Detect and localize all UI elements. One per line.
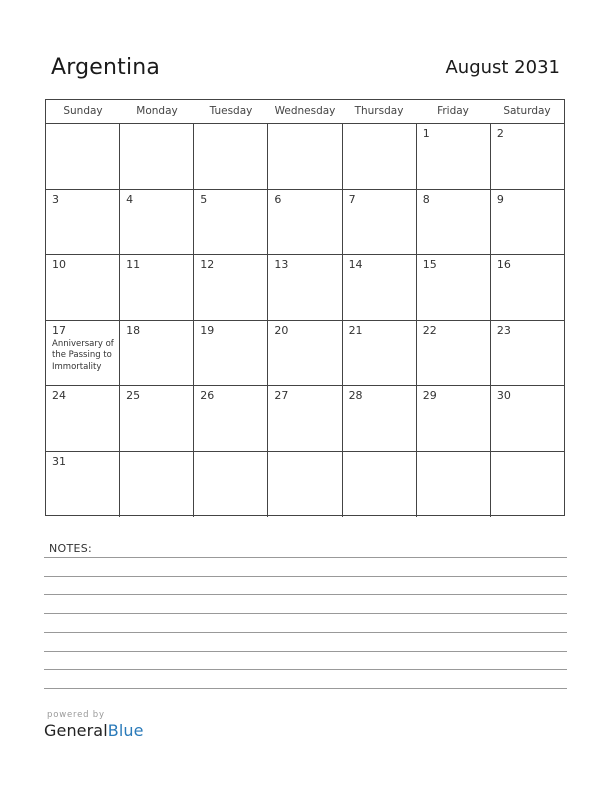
month-year-title: August 2031 — [445, 57, 560, 78]
day-cell — [194, 452, 268, 518]
day-number: 9 — [496, 192, 504, 206]
day-number: 21 — [348, 323, 363, 337]
day-number: 24 — [52, 389, 66, 402]
day-cell — [120, 386, 194, 451]
day-cell — [417, 124, 491, 189]
day-cell — [120, 124, 194, 189]
day-cell — [46, 255, 120, 320]
day-number: 11 — [126, 258, 141, 271]
day-cell — [46, 124, 120, 189]
day-cell — [120, 321, 194, 386]
day-number: 19 — [200, 323, 215, 337]
powered-by-text: powered by — [47, 710, 105, 720]
day-cell — [194, 255, 268, 320]
day-cell — [417, 452, 491, 518]
day-cell — [194, 190, 268, 255]
day-cell — [343, 255, 417, 320]
day-cell — [268, 386, 342, 451]
day-cell — [194, 386, 268, 451]
week-row — [46, 255, 564, 321]
day-cell — [268, 255, 342, 320]
day-number: 20 — [274, 323, 289, 337]
day-cell — [343, 321, 417, 386]
dow-monday: Monday — [136, 105, 178, 117]
calendar-grid — [45, 99, 565, 516]
week-row — [46, 321, 564, 387]
day-cell — [268, 190, 342, 255]
day-cell — [343, 386, 417, 451]
day-number: 13 — [274, 258, 289, 271]
dow-saturday: Saturday — [503, 105, 551, 117]
day-number: 7 — [348, 192, 356, 206]
day-cell — [46, 452, 120, 518]
note-line — [44, 688, 567, 689]
day-cell — [491, 321, 564, 386]
holiday-label: Anniversary of the Passing to Immortality — [52, 338, 114, 372]
day-number: 31 — [52, 454, 66, 468]
day-number: 15 — [422, 258, 437, 271]
day-cell — [343, 124, 417, 189]
logo-text-general: General — [44, 721, 108, 740]
dow-thursday: Thursday — [354, 105, 404, 117]
day-number: 27 — [274, 389, 289, 402]
day-cell — [46, 190, 120, 255]
day-cell — [491, 452, 564, 518]
day-number: 23 — [496, 323, 511, 337]
day-number: 12 — [200, 258, 215, 271]
day-cell — [268, 124, 342, 189]
day-cell — [194, 124, 268, 189]
day-cell — [343, 190, 417, 255]
week-row — [46, 452, 564, 518]
day-number: 25 — [126, 389, 141, 402]
note-line — [44, 632, 567, 633]
day-cell — [268, 452, 342, 518]
day-number: 30 — [496, 389, 511, 402]
day-cell — [491, 190, 564, 255]
country-title: Argentina — [51, 55, 161, 80]
note-line — [44, 557, 567, 558]
notes-label: NOTES: — [49, 542, 93, 555]
day-cell — [417, 321, 491, 386]
dow-tuesday: Tuesday — [209, 105, 253, 117]
day-number: 4 — [126, 192, 134, 206]
day-number: 3 — [52, 192, 59, 206]
note-line — [44, 669, 567, 670]
dow-friday: Friday — [437, 105, 469, 117]
day-cell — [491, 255, 564, 320]
day-cell — [417, 190, 491, 255]
note-line — [44, 651, 567, 652]
day-number: 8 — [422, 192, 430, 206]
day-number: 1 — [422, 127, 430, 140]
week-row — [46, 124, 564, 190]
day-number: 2 — [496, 127, 504, 140]
day-number: 22 — [422, 323, 437, 337]
day-number: 26 — [200, 389, 215, 402]
day-cell — [268, 321, 342, 386]
dow-wednesday: Wednesday — [274, 105, 336, 117]
day-number: 6 — [274, 192, 282, 206]
note-line — [44, 613, 567, 614]
day-number: 28 — [348, 389, 363, 402]
day-number: 18 — [126, 323, 141, 337]
day-cell — [417, 255, 491, 320]
day-number: 10 — [52, 258, 66, 271]
week-row — [46, 190, 564, 256]
day-number: 29 — [422, 389, 437, 402]
day-cell — [120, 190, 194, 255]
day-number: 5 — [200, 192, 208, 206]
logo-text-blue: Blue — [107, 721, 144, 740]
week-row — [46, 386, 564, 452]
day-cell — [417, 386, 491, 451]
day-cell — [194, 321, 268, 386]
day-cell — [46, 386, 120, 451]
day-number: 16 — [496, 258, 511, 271]
day-number: 14 — [348, 258, 363, 271]
day-cell — [491, 124, 564, 189]
generalblue-logo — [44, 721, 144, 740]
day-cell — [120, 452, 194, 518]
day-cell — [491, 386, 564, 451]
day-number: 17 — [52, 323, 66, 337]
days-of-week-header — [46, 100, 564, 124]
day-cell — [120, 255, 194, 320]
note-line — [44, 576, 567, 577]
dow-sunday: Sunday — [63, 105, 103, 117]
note-line — [44, 594, 567, 595]
day-cell — [46, 321, 120, 386]
day-cell — [343, 452, 417, 518]
